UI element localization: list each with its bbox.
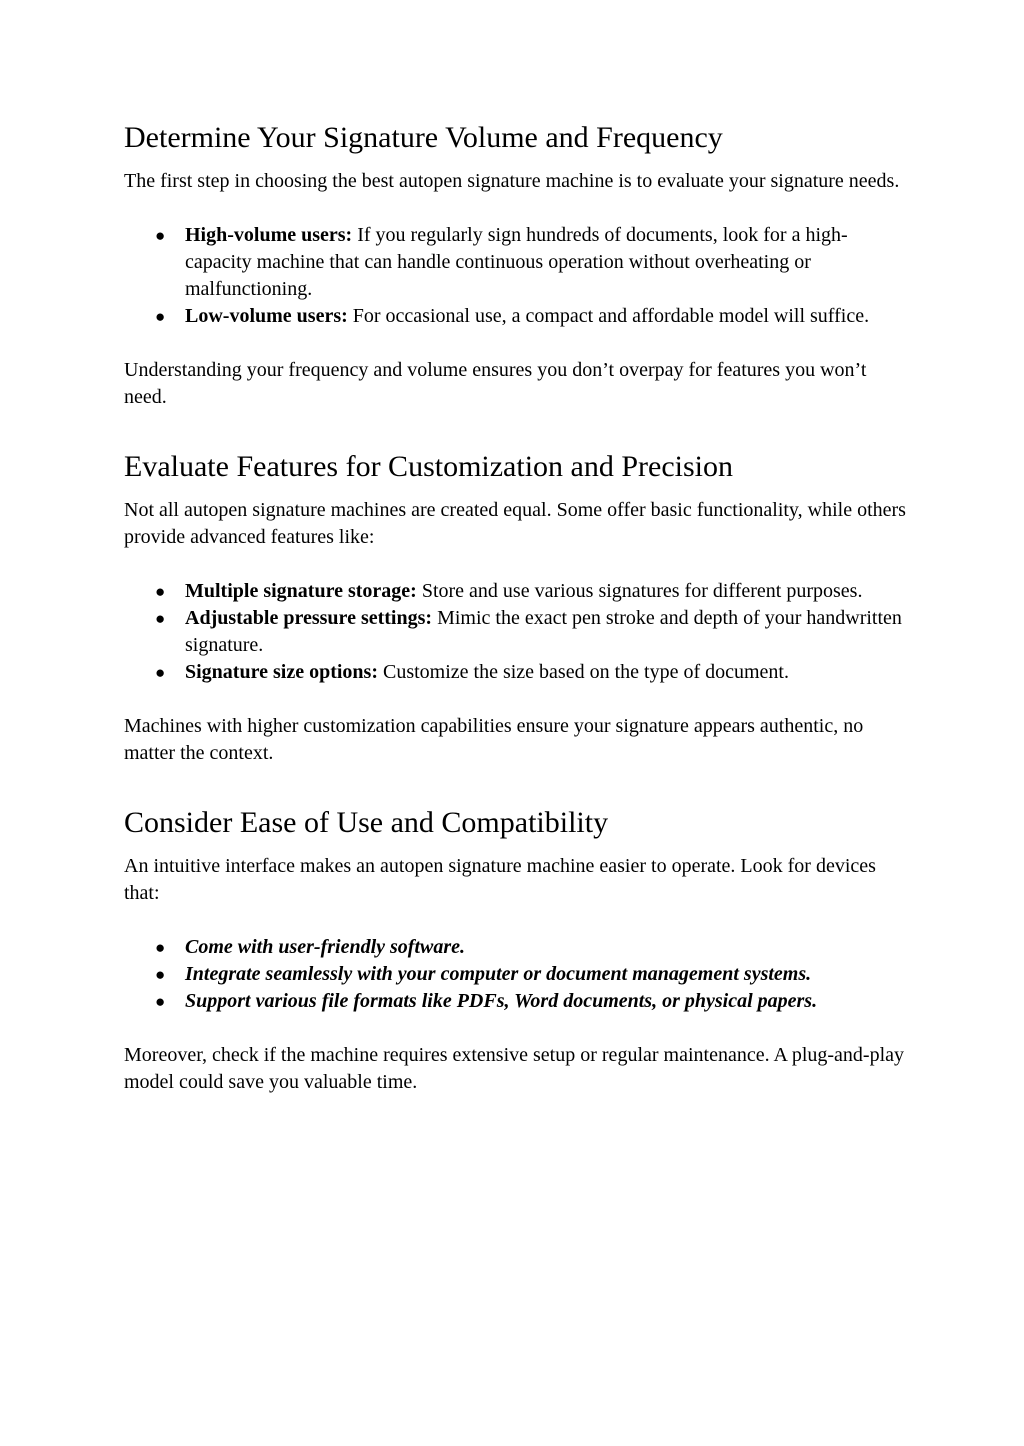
list-item-text: Store and use various signatures for different purposes. [416,580,863,602]
section-outro: Understanding your frequency and volume ensures you don’t overpay for features you won’t need. [124,359,867,408]
bullet-list [124,578,914,686]
section-customization [124,447,914,767]
bullet-icon: ● [155,582,166,601]
list-item [124,934,914,961]
section-signature-volume [124,118,914,411]
section-intro: Not all autopen signature machines are created equal. Some offer basic functionality, while others provide advanced features like: [124,499,906,548]
list-item [124,578,914,605]
section-outro: Machines with higher customization capabilities ensure your signature appears authentic, no matter the context. [124,715,864,764]
list-item [124,961,914,988]
list-item [124,605,914,659]
bullet-icon: ● [155,965,166,984]
section-ease-of-use [124,803,914,1096]
list-item-emphasis: Support various file formats like PDFs, Word documents, or physical papers. [185,990,818,1012]
bullet-icon: ● [155,938,166,957]
list-item-text: Customize the size based on the type of document. [377,661,789,683]
bullet-list [124,222,914,330]
list-item-text: For occasional use, a compact and affordable model will suffice. [347,305,870,327]
list-item-emphasis: Come with user-friendly software. [185,936,466,958]
bullet-icon: ● [155,992,166,1011]
section-heading: Evaluate Features for Customization and Precision [124,450,734,483]
list-item-emphasis: Integrate seamlessly with your computer or document management systems. [185,963,812,985]
list-item-text: If you regularly sign hundreds of documents, look for a high-capacity machine that can handle continuous operation without overheating or malfunctioning. [185,224,848,300]
list-item-term: Signature size options: [185,661,378,683]
list-item [124,988,914,1015]
list-item [124,303,914,330]
bullet-icon: ● [155,226,166,245]
bullet-icon: ● [155,307,166,326]
section-outro: Moreover, check if the machine requires extensive setup or regular maintenance. A plug-and-play model could save you valuable time. [124,1044,905,1093]
list-item-term: High-volume users: [185,224,353,246]
document-page [124,118,914,1132]
list-item-term: Low-volume users: [185,305,348,327]
list-item [124,659,914,686]
list-item-term: Multiple signature storage: [185,580,417,602]
section-heading: Consider Ease of Use and Compatibility [124,806,609,839]
section-intro: An intuitive interface makes an autopen signature machine easier to operate. Look for devices that: [124,855,876,904]
bullet-list [124,934,914,1015]
bullet-icon: ● [155,663,166,682]
bullet-icon: ● [155,609,166,628]
section-intro: The first step in choosing the best autopen signature machine is to evaluate your signature needs. [124,170,900,192]
list-item-term: Adjustable pressure settings: [185,607,433,629]
list-item [124,222,914,303]
list-item-text: Mimic the exact pen stroke and depth of your handwritten signature. [185,607,902,656]
section-heading: Determine Your Signature Volume and Frequency [124,121,723,154]
